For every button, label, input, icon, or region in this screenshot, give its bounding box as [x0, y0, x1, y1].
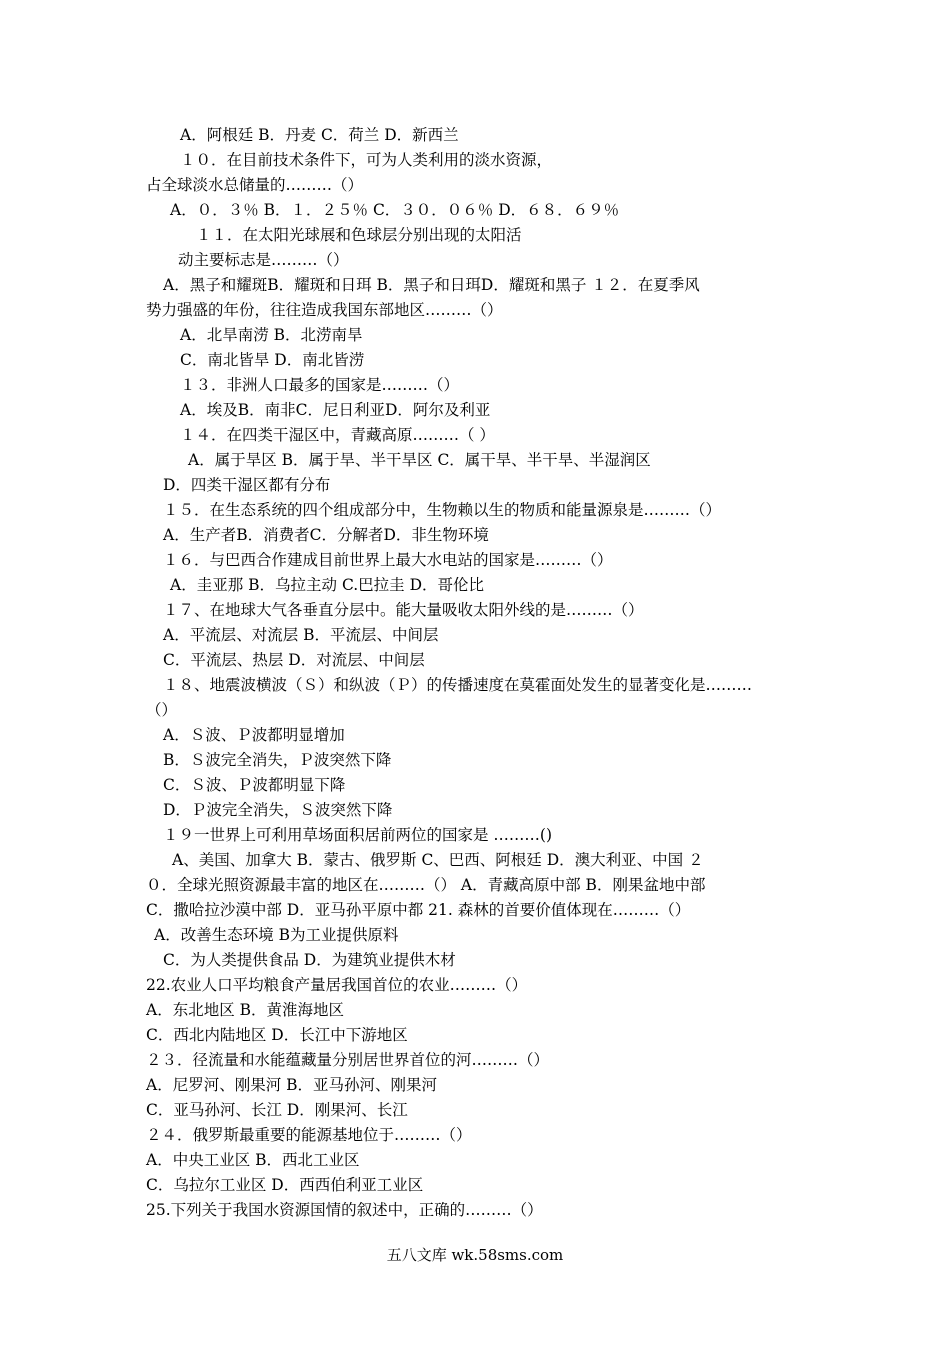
text-line: A、美国、加拿大 B．蒙古、俄罗斯 C、巴西、阿根廷 D．澳大利亚、中国 ２ — [172, 851, 704, 869]
text-line: １８、地震波横波（Ｓ）和纵波（Ｐ）的传播速度在莫霍面处发生的显著变化是……… — [163, 676, 753, 694]
text-line: C．南北皆旱 D．南北皆涝 — [180, 351, 365, 369]
text-line: １５．在生态系统的四个组成部分中，生物赖以生的物质和能量源泉是………（） — [163, 501, 722, 519]
text-line: C．平流层、热层 D．对流层、中间层 — [163, 651, 425, 669]
text-line: 势力强盛的年份，往往造成我国东部地区………（） — [146, 301, 503, 319]
text-line: １０．在目前技术条件下，可为人类利用的淡水资源， — [180, 151, 553, 169]
text-line: C．为人类提供食品 D．为建筑业提供木材 — [163, 951, 456, 969]
text-line: C．西北内陆地区 D．长江中下游地区 — [146, 1026, 408, 1044]
text-line: D．四类干湿区都有分布 — [163, 476, 331, 494]
text-line: 动主要标志是………（） — [178, 251, 349, 269]
text-line: A．Ｓ波、Ｐ波都明显增加 — [163, 726, 345, 744]
text-line: １６．与巴西合作建成目前世界上最大水电站的国家是………（） — [163, 551, 613, 569]
text-line: １４．在四类干湿区中，青藏高原………（ ） — [180, 426, 495, 444]
text-line: A．尼罗河、刚果河 B．亚马孙河、刚果河 — [146, 1076, 438, 1094]
text-line: A．０．３％ B．１．２５％ C．３０．０６％ D．６８．６９％ — [170, 201, 620, 219]
text-line: D．Ｐ波完全消失，Ｓ波突然下降 — [163, 801, 393, 819]
text-line: 25.下列关于我国水资源国情的叙述中，正确的………（） — [146, 1201, 543, 1219]
text-line: ０．全球光照资源最丰富的地区在………（） A．青藏高原中部 B．刚果盆地中部 — [146, 876, 706, 894]
text-line: A．圭亚那 B．乌拉主动 C.巴拉圭 D．哥伦比 — [170, 576, 485, 594]
text-line: A．黑子和耀斑B．耀斑和日珥 B．黑子和日珥D．耀斑和黑子 １２．在夏季风 — [163, 276, 700, 294]
text-line: １９一世界上可利用草场面积居前两位的国家是 ………() — [163, 826, 553, 844]
text-line: １７、在地球大气各垂直分层中。能大量吸收太阳外线的是………（） — [163, 601, 644, 619]
text-line: C．亚马孙河、长江 D．刚果河、长江 — [146, 1101, 408, 1119]
page-footer: 五八文库 wk.58sms.com — [386, 1246, 564, 1264]
text-line: A．属于旱区 B．属于旱、半干旱区 C．属干旱、半干旱、半湿润区 — [188, 451, 651, 469]
text-line: A．改善生态环境 B为工业提供原料 — [154, 926, 399, 944]
text-line: A．北旱南涝 B．北涝南旱 — [180, 326, 363, 344]
text-line: A．中央工业区 B．西北工业区 — [146, 1151, 360, 1169]
text-line: C．乌拉尔工业区 D．西西伯利亚工业区 — [146, 1176, 424, 1194]
text-line: A．阿根廷 B．丹麦 C．荷兰 D．新西兰 — [180, 126, 459, 144]
text-line: １１．在太阳光球展和色球层分别出现的太阳活 — [196, 226, 522, 244]
text-line: A．平流层、对流层 B．平流层、中间层 — [163, 626, 439, 644]
text-line: A．东北地区 B．黄淮海地区 — [146, 1001, 345, 1019]
text-line: ２４．俄罗斯最重要的能源基地位于………（） — [146, 1126, 472, 1144]
text-line: A．生产者B．消费者C．分解者D．非生物环境 — [163, 526, 489, 544]
text-line: 22.农业人口平均粮食产量居我国首位的农业………（） — [146, 976, 528, 994]
text-line: （） — [146, 701, 178, 719]
text-line: １３．非洲人口最多的国家是………（） — [180, 376, 460, 394]
text-line: 占全球淡水总储量的………（） — [146, 176, 364, 194]
text-line: C．Ｓ波、Ｐ波都明显下降 — [163, 776, 346, 794]
text-line: ２３．径流量和水能蕴藏量分别居世界首位的河………（） — [146, 1051, 550, 1069]
text-line: B．Ｓ波完全消失，Ｐ波突然下降 — [163, 751, 392, 769]
text-line: A．埃及B．南非C．尼日利亚D．阿尔及利亚 — [180, 401, 491, 419]
text-line: C．撒哈拉沙漠中部 D．亚马孙平原中都 21. 森林的首要价值体现在………（） — [146, 901, 691, 919]
